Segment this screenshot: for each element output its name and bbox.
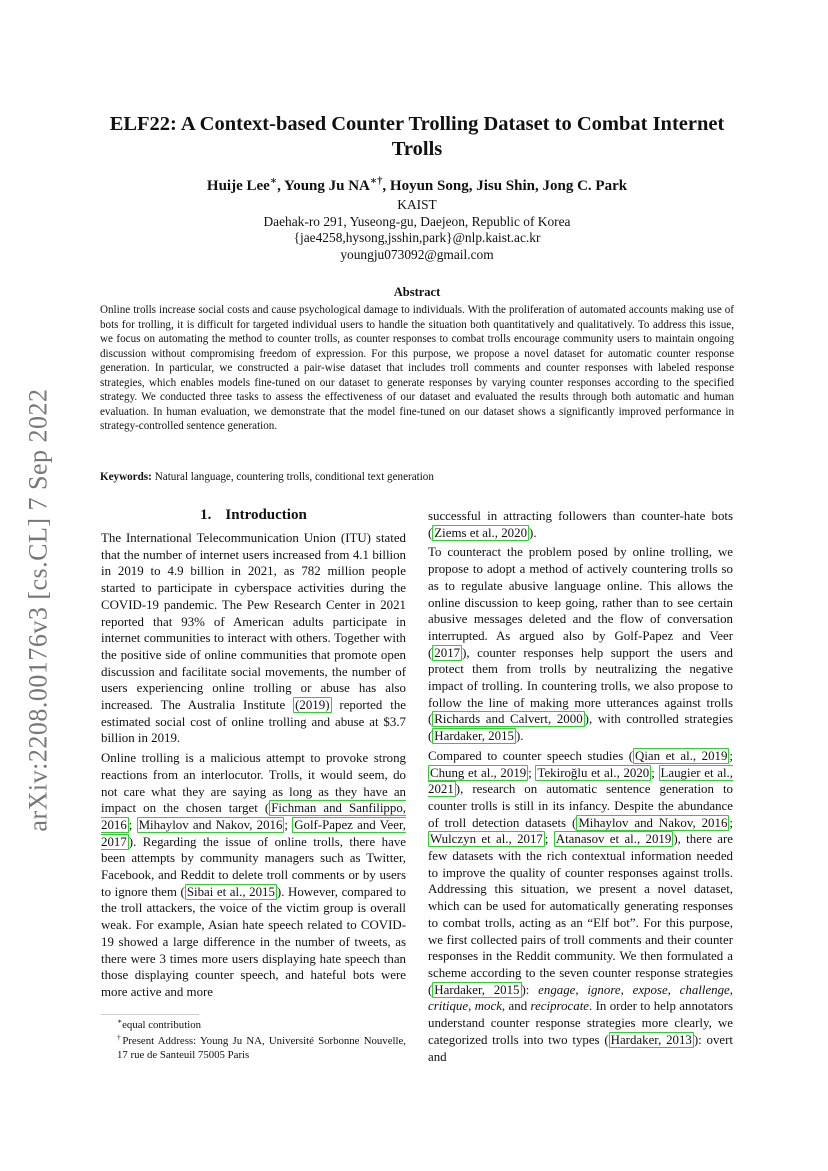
- paragraph: [428, 544, 733, 744]
- citation-link[interactable]: Mihaylov and Nakov, 2016: [578, 815, 728, 830]
- footnote-text: equal contribution: [122, 1019, 201, 1031]
- citation-link[interactable]: Wulczyn et al., 2017: [430, 832, 543, 847]
- citation-link[interactable]: (2019): [295, 698, 330, 713]
- section-heading: [101, 506, 406, 524]
- strategy-term: reciprocate: [530, 999, 589, 1014]
- footnote-divider: [101, 1014, 199, 1015]
- author-block: [100, 176, 734, 264]
- abstract-heading: Abstract: [393, 285, 441, 299]
- citation-link[interactable]: Hardaker, 2013: [610, 1032, 692, 1047]
- paragraph-text: ).: [515, 729, 524, 744]
- citation-link[interactable]: Ziems et al., 2020: [434, 525, 528, 540]
- paragraph-text: ). However, compared to the troll attackers, the voice of the victim group is overall weak. For example, Asian hate speech related to COVID-19 showed a large difference in the number of tweets, as there were 3 times more users displaying hate speech than those displaying counter speech, and hateful bots were more active and more: [101, 884, 407, 999]
- right-column: [428, 508, 733, 1065]
- paragraph-text: ;: [528, 765, 536, 780]
- keywords-label: Keywords:: [100, 471, 152, 483]
- paragraph: [101, 750, 406, 1001]
- paragraph-text: ,: [729, 982, 734, 997]
- paragraph-text: ,: [667, 982, 680, 997]
- paragraph-text: ).: [529, 525, 537, 540]
- paragraph-text: ,: [468, 999, 475, 1014]
- footnote: [101, 1018, 406, 1033]
- paragraph-text: ,: [620, 982, 633, 997]
- citation-link[interactable]: Chung et al., 2019: [430, 765, 527, 780]
- citation-link[interactable]: Richards and Calvert, 2000: [434, 712, 583, 727]
- footnote-mark: †: [117, 1031, 123, 1041]
- section-number: 1.: [200, 507, 212, 523]
- affiliation: KAIST: [397, 197, 437, 212]
- strategy-term: expose: [632, 982, 668, 997]
- paragraph-text: ): overt and: [428, 1032, 733, 1064]
- paragraph-text: reported the estimated social cost of online trolling and abuse at $3.7 billion in 2019.: [101, 698, 407, 746]
- citation-link[interactable]: Fichman and Sanfilippo, 2016: [101, 801, 406, 832]
- author-names: , Hoyun Song, Jisu Shin, Jong C. Park: [382, 178, 628, 194]
- left-column: [101, 506, 406, 1001]
- citation-link[interactable]: Hardaker, 2015: [434, 729, 514, 744]
- paragraph-text: ), research on automatic sentence generation to counter trolls is still in its infancy. Despite the abundance of troll detection datasets (: [428, 782, 733, 830]
- paragraph-text: ,: [575, 982, 588, 997]
- paragraph-text: successful in attracting followers than counter-hate bots (: [428, 509, 733, 540]
- paragraph-text: The International Telecommunication Union (ITU) stated that the number of internet users increased from 4.1 billion in 2019 to 4.9 billion in 2021, as 782 million people started to participate in cyberspace activities during the COVID-19 pandemic. The Pew Research Center in 2021 reported that 93% of American adults participate in internet communities to interact with others. Together with the positive side of online communities that promote open discussion and facilitate social movements, the number of users experiencing online trolling or abuse has also increased. The Australia Institute: [101, 531, 406, 713]
- paragraph-text: ;: [729, 815, 733, 830]
- paragraph-text: ), there are few datasets with the rich contextual information needed to improve the quality of counter responses against trolls. Addressing this situation, we present a novel dataset, which can be used for automatically generating responses to combat trolls, acting as an “Elf bot”. For this purpose, we first collected pairs of troll comments and their counter responses in the Reddit community. We then formulated a scheme according to the seven counter response strategies (: [428, 832, 733, 997]
- strategy-term: engage: [538, 982, 576, 997]
- citation-link[interactable]: Golf-Papez and Veer, 2017: [101, 817, 406, 849]
- author-name: , Young Ju NA: [277, 178, 370, 194]
- paragraph-text: ):: [521, 982, 530, 997]
- paper-title: ELF22: A Context-based Counter Trolling Dataset to Combat Internet Trolls: [109, 113, 725, 160]
- paragraph-text: ), with controlled strategies (: [428, 712, 733, 744]
- abstract-text: Online trolls increase social costs and cause psychological damage to individuals. With the proliferation of automated accounts making use of bots for trolling, it is difficult for targeted individual users to handle the situation both quantitatively and qualitatively. To address this issue, we focus on automating the method to counter trolls, as counter responses to combat trolls encourage community users to maintain ongoing discussion without compromising freedom of expression. For this purpose, we propose a novel dataset for automatic counter response generation. In particular, we constructed a pair-wise dataset that includes troll comments and counter responses with labeled response strategies, which enables models fine-tuned on our dataset to generate responses by varying counter responses according to the specified strategy. We conducted three tasks to assess the effectiveness of our dataset and evaluated the results through both automatic and human evaluation. In human evaluation, we demonstrate that the model fine-tuned on our dataset shows a significantly improved performance in strategy-controlled sentence generation.: [100, 304, 734, 432]
- citation-link[interactable]: Tekiroğlu et al., 2020: [537, 765, 650, 780]
- strategy-term: critique: [428, 999, 469, 1014]
- footnote: [101, 1031, 406, 1063]
- paragraph-text: ;: [544, 832, 554, 847]
- citation-link[interactable]: Mihaylov and Nakov, 2016: [138, 817, 283, 832]
- paragraph: [428, 748, 733, 1065]
- address: Daehak-ro 291, Yuseong-gu, Daejeon, Republic of Korea: [263, 213, 571, 229]
- author-mark: ∗: [269, 176, 278, 187]
- citation-link[interactable]: Laugier et al., 2021: [428, 765, 733, 797]
- author-mark: ∗†: [369, 176, 383, 187]
- footnote-text: Present Address: Young Ju NA, Université Sorbonne Nouvelle, 17 rue de Santeuil 75005 Paris: [117, 1034, 406, 1061]
- citation-link[interactable]: Sibai et al., 2015: [186, 884, 275, 899]
- paragraph-text: . In order to help annotators understand counter response strategies more clearly, we categorized trolls into two types (: [428, 999, 733, 1047]
- paragraph-text: ), counter responses help support the users and protect them from trolls by neutralizing the negative impact of trolling. In countering trolls, we also propose to follow the line of making more utterances against trolls (: [428, 645, 733, 727]
- paragraph-text: To counteract the problem posed by online trolling, we propose to adopt a method of actively countering trolls so as to regulate abusive language online. This allows the online discussion to keep going, rather than to see certain abusive messages deleted and the flow of conversation interrupted. As argued also by Golf-Papez and Veer (: [428, 545, 733, 660]
- paragraph-text: ;: [128, 817, 137, 832]
- paragraph: [101, 530, 406, 747]
- paragraph-text: , and: [501, 999, 528, 1014]
- paragraph-text: ;: [729, 748, 733, 763]
- arxiv-id-text: arXiv:2208.00176v3 [cs.CL] 7 Sep 2022: [24, 388, 53, 832]
- citation-link[interactable]: Hardaker, 2015: [434, 982, 520, 997]
- paragraph: [428, 508, 733, 541]
- paragraph-text: Online trolling is a malicious attempt to provoke strong reactions from an interlocutor. Trolls, it would seem, do not care what they are saying as long as they have an impact on the chosen target (: [101, 751, 406, 816]
- citation-link[interactable]: 2017: [434, 645, 461, 660]
- author-name: Huije Lee: [206, 178, 270, 194]
- footnotes: [101, 1018, 406, 1063]
- keywords-text: Natural language, countering trolls, conditional text generation: [154, 471, 434, 483]
- author-list: [100, 176, 734, 196]
- citation-link[interactable]: Atanasov et al., 2019: [555, 832, 672, 847]
- strategy-term: challenge: [679, 982, 730, 997]
- section-title: Introduction: [225, 507, 307, 523]
- keywords: [100, 470, 734, 485]
- footnote-mark: ∗: [117, 1016, 123, 1026]
- paragraph-text: Compared to counter speech studies (: [428, 748, 634, 763]
- email-personal: youngju073092@gmail.com: [340, 247, 494, 263]
- paragraph-text: ;: [651, 765, 659, 780]
- strategy-term: mock: [474, 999, 502, 1014]
- paragraph-text: ;: [284, 817, 293, 832]
- email-group: {jae4258,hysong,jsshin,park}@nlp.kaist.ac.kr: [293, 230, 541, 246]
- citation-link[interactable]: Qian et al., 2019: [635, 748, 728, 763]
- paragraph-text: ). Regarding the issue of online trolls, there have been attempts by community managers such as Twitter, Facebook, and Reddit to delete troll comments or by users to ignore them (: [101, 834, 406, 899]
- strategy-term: ignore: [587, 982, 621, 997]
- arxiv-identifier: [14, 375, 64, 845]
